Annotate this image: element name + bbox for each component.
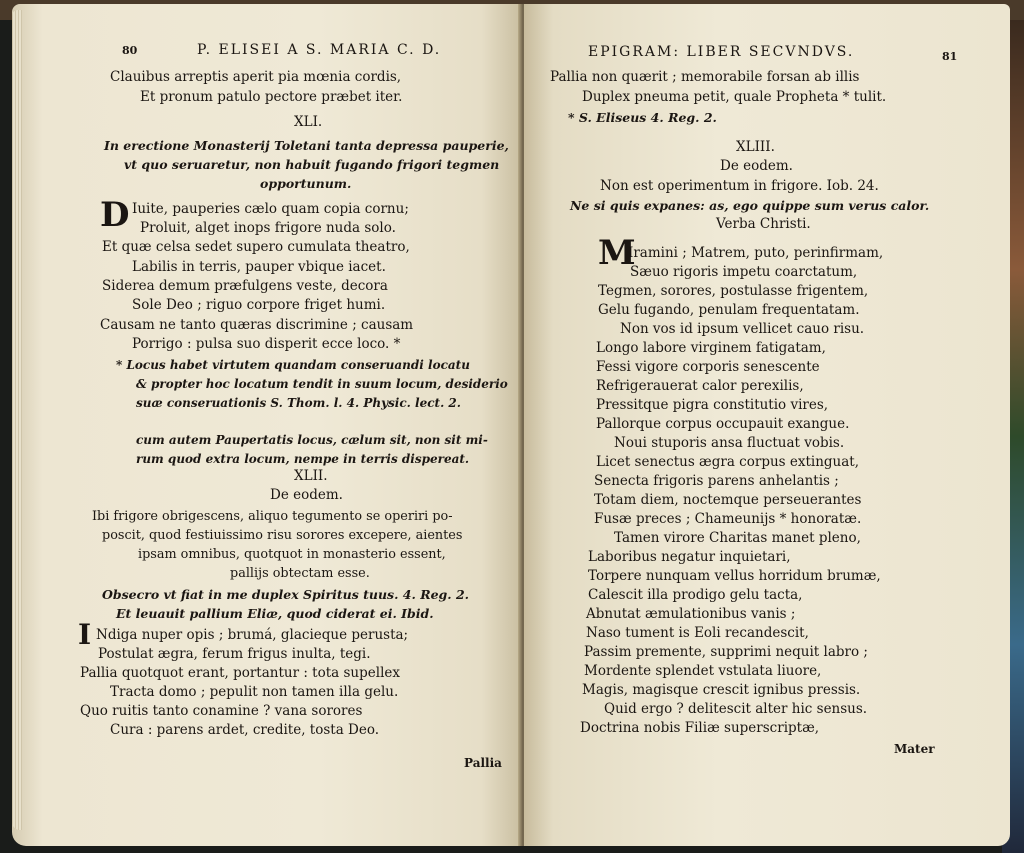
- verse-line: Sole Deo ; riguo corpore friget humi.: [132, 297, 386, 313]
- verse-line: Fessi vigore corporis senescente: [596, 359, 820, 375]
- verse-line: Abnutat æmulationibus vanis ;: [586, 606, 796, 622]
- verse-line: Pressitque pigra constitutio vires,: [596, 397, 829, 413]
- verse-line: Passim premente, supprimi nequit labro ;: [584, 644, 868, 660]
- section-number: XLIII.: [736, 139, 775, 155]
- prose-line: poscit, quod festiuissimo risu sorores excepere, aientes: [102, 528, 463, 543]
- verse-line: Quid ergo ? delitescit alter hic sensus.: [604, 701, 868, 717]
- verse-line: Noui stuporis ansa fluctuat vobis.: [614, 435, 845, 451]
- verse-line: Calescit illa prodigo gelu tacta,: [588, 587, 803, 603]
- verse-line: Gelu fugando, penulam frequentatam.: [598, 302, 860, 318]
- verse-line: Et quæ celsa sedet supero cumulata theatro,: [102, 239, 410, 255]
- prose-line: pallijs obtectam esse.: [230, 566, 370, 581]
- verse-line: Tracta domo ; pepulit non tamen illa gelu.: [110, 684, 399, 700]
- verse-line: Pallia non quærit ; memorabile forsan ab illis: [550, 69, 860, 85]
- verse-line: Magis, magisque crescit ignibus pressis.: [582, 682, 861, 698]
- prose-line: Ibi frigore obrigescens, aliquo tegumento se operiri po-: [92, 509, 453, 524]
- verse-line: Pallorque corpus occupauit exangue.: [596, 416, 850, 432]
- note-line: rum quod extra locum, nempe in terris dispereat.: [136, 452, 470, 466]
- verse-line: Porrigo : pulsa suo disperit ecce loco. *: [132, 336, 401, 352]
- verse-line: Non vos id ipsum vellicet cauo risu.: [620, 321, 865, 337]
- heading-italic: opportunum.: [260, 176, 352, 191]
- verse-line: Torpere nunquam vellus horridum brumæ,: [588, 568, 881, 584]
- verse-line: Totam diem, noctemque perseuerantes: [594, 492, 862, 508]
- quote-line: Et leuauit pallium Eliæ, quod ciderat ei. Ibid.: [116, 606, 434, 621]
- section-subtitle: De eodem.: [270, 487, 343, 503]
- heading-italic: In erectione Monasterij Toletani tanta depressa pauperie,: [104, 138, 509, 153]
- verse-line: Siderea demum præfulgens veste, decora: [102, 278, 388, 294]
- verse-line: Ndiga nuper opis ; brumá, glacieque perusta;: [96, 627, 409, 643]
- page-number: 80: [122, 44, 138, 57]
- verse-line: Sæuo rigoris impetu coarctatum,: [630, 264, 858, 280]
- verse-line: Causam ne tanto quæras discrimine ; causam: [100, 317, 414, 333]
- verse-line: Labilis in terris, pauper vbique iacet.: [132, 259, 386, 275]
- verse-line: Quo ruitis tanto conamine ? vana sorores: [80, 703, 363, 719]
- verse-line: Longo labore virginem fatigatam,: [596, 340, 826, 356]
- running-head: P. ELISEI A S. MARIA C. D.: [197, 42, 442, 58]
- note-line: * Locus habet virtutem quandam conseruandi locatu: [116, 358, 470, 372]
- verse-line: Senecta frigoris parens anhelantis ;: [594, 473, 839, 489]
- left-page: [12, 4, 522, 846]
- verse-line: Pallia quotquot erant, portantur : tota supellex: [80, 665, 400, 681]
- section-subtitle: De eodem.: [720, 158, 793, 174]
- verse-line: Fusæ preces ; Chameunijs * honoratæ.: [594, 511, 862, 527]
- verse-line: Naso tument is Eoli recandescit,: [586, 625, 809, 641]
- note-block: & propter hoc locatum tendit in suum locum, desiderio suæ conseruationis S. Thom. l. 4. Physic. lect. 2.: [136, 377, 508, 410]
- verse-line: Licet senectus ægra corpus extinguat,: [596, 454, 860, 470]
- running-head: EPIGRAM: LIBER SECVNDVS.: [588, 44, 855, 60]
- right-page: [524, 4, 1010, 846]
- prose-line: ipsam omnibus, quotquot in monasterio essent,: [138, 547, 446, 562]
- quote-attribution: Verba Christi.: [716, 216, 811, 232]
- heading-italic: vt quo seruaretur, non habuit fugando frigori tegmen: [124, 157, 500, 172]
- quote-line: Ne si quis expanes: as, ego quippe sum verus calor.: [570, 198, 930, 213]
- text-line: Et pronum patulo pectore præbet iter.: [140, 89, 403, 105]
- verse-line: Mordente splendet vstulata liuore,: [584, 663, 822, 679]
- verse-line: Iramini ; Matrem, puto, perinfirmam,: [628, 245, 884, 261]
- note-line: * S. Eliseus 4. Reg. 2.: [568, 110, 717, 125]
- quote-line: Obsecro vt fiat in me duplex Spiritus tuus. 4. Reg. 2.: [102, 587, 470, 602]
- verse-line: Doctrina nobis Filiæ superscriptæ,: [580, 720, 820, 736]
- verse-line: Tamen virore Charitas manet pleno,: [614, 530, 861, 546]
- page-edges: [12, 10, 22, 830]
- note-line: cum autem Paupertatis locus, cælum sit, non sit mi-: [136, 433, 488, 447]
- section-number: XLI.: [294, 114, 323, 130]
- quote-line: Non est operimentum in frigore. Iob. 24.: [600, 178, 879, 194]
- drop-cap: D: [100, 195, 130, 235]
- verse-line: Proluit, alget inops frigore nuda solo.: [140, 220, 396, 236]
- verse-line: Duplex pneuma petit, quale Propheta * tulit.: [582, 89, 887, 105]
- section-number: XLII.: [294, 468, 328, 484]
- open-book: [12, 4, 1010, 846]
- verse-line: Cura : parens ardet, credite, tosta Deo.: [110, 722, 380, 738]
- catchword: Pallia: [464, 756, 502, 770]
- verse-line: Postulat ægra, ferum frigus inulta, tegi.: [98, 646, 371, 662]
- verse-line: Iuite, pauperies cælo quam copia cornu;: [132, 201, 409, 217]
- verse-line: Tegmen, sorores, postulasse frigentem,: [598, 283, 869, 299]
- drop-cap: M: [598, 233, 636, 273]
- text-line: Clauibus arreptis aperit pia mœnia cordis,: [110, 69, 402, 85]
- catchword: Mater: [894, 742, 935, 756]
- verse-line: Laboribus negatur inquietari,: [588, 549, 791, 565]
- drop-cap: I: [78, 618, 92, 651]
- page-number: 81: [942, 50, 958, 63]
- verse-line: Refrigerauerat calor perexilis,: [596, 378, 804, 394]
